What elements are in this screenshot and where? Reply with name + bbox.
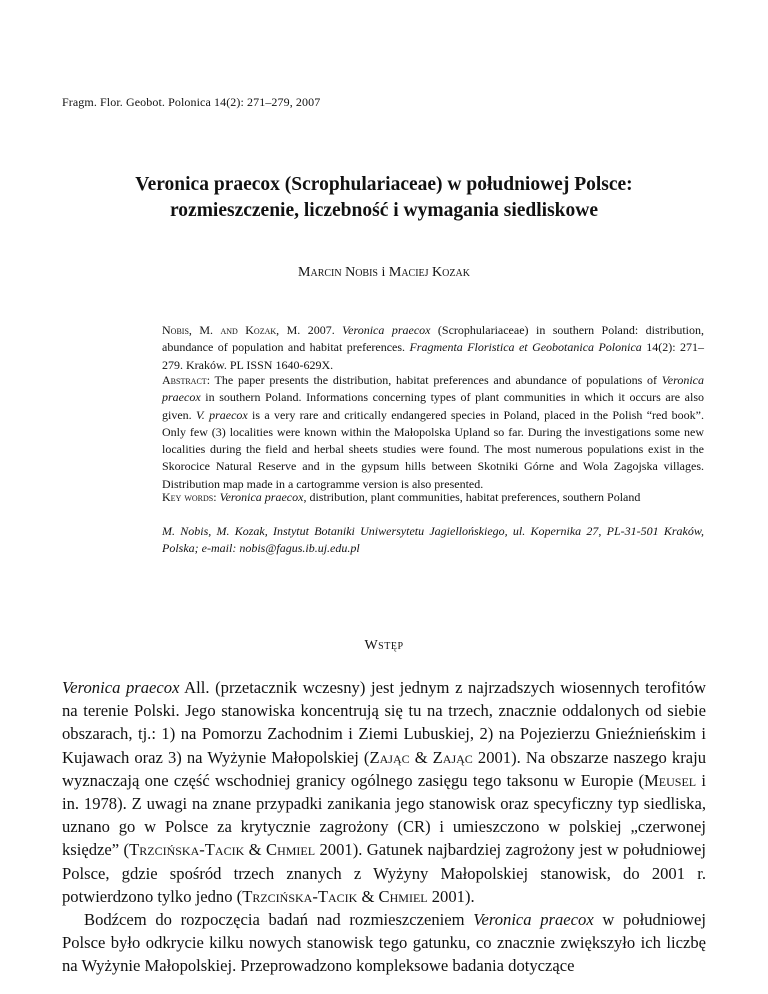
p1-cite-2: Meusel <box>644 770 697 790</box>
p1-cite-3: Trzcińska-Tacik & Chmiel <box>129 840 316 860</box>
title-line-2: rozmieszczenie, liczebność i wymagania siedliskowe <box>169 200 599 221</box>
title-line-1: Veronica praecox (Scrophulariaceae) w południowej Polsce: <box>135 174 633 195</box>
p2-text-2: w południowej Polsce było odkrycie kilku nowych stanowisk tego gatunku, co znacznie zwiększyło ich liczbę na Wyżynie Małopolskiej. Przeprowadzono kompleksowe badania dotyczące <box>62 910 706 976</box>
citation-journal: Fragmenta Floristica et Geobotanica Polonica <box>409 340 642 355</box>
p1-cite-4: Trzcińska-Tacik & Chmiel <box>242 886 428 906</box>
p1-text-4: 2001). Gatunek najbardziej zagrożony jest w południowej Polsce, gdzie spośród trzech znanych z Wyżyny Małopolskiej stanowisk, do 2001 r. potwierdzono tylko jedno ( <box>62 840 707 906</box>
keywords-list: , distribution, plant communities, habitat preferences, southern Poland <box>303 490 641 504</box>
author-2: Maciej Kozak <box>388 265 470 280</box>
abstract-text-2: in southern Poland. Informations concerning types of plant communities in which it occurs are also given. <box>162 390 704 422</box>
citation-authors: Nobis, M. and Kozak, M. 2007. <box>162 323 343 337</box>
p2-text-1: Bodźcem do rozpoczęcia badań nad rozmieszczeniem <box>84 910 474 930</box>
email-link[interactable]: nobis@fagus.ib.uj.edu.pl <box>239 541 360 556</box>
address-text: M. Nobis, M. Kozak, Instytut Botaniki Uniwersytetu Jagiellońskiego, ul. Kopernika 27, PL-31-501 Kraków, Polska; e-mail: <box>162 524 704 556</box>
p2-species: Veronica praecox <box>473 910 594 930</box>
abstract-block <box>162 372 704 493</box>
author-1: Marcin Nobis <box>298 265 378 280</box>
p1-text-1: All. (przetacznik wczesny) jest jednym z najrzadszych wiosennych terofitów na terenie Polski. Jego stanowiska koncentrują się tu na trzech, znacznie oddalonych od siebie obszarach, tj.: 1) na Pomorzu Zachodnim i Ziemi Lubuskiej, 2) na Pojezierzu Gnieźnieńskim i Kujawach oraz 3) na Wyżynie Małopolskiej ( <box>62 678 706 767</box>
citation-species: Veronica praecox <box>342 323 431 337</box>
body-text <box>62 676 706 978</box>
author-conjunction: i <box>378 265 389 280</box>
keywords-species: Veronica praecox <box>219 490 304 504</box>
keywords-label: Key words <box>162 490 214 504</box>
keywords-block: Key words: Veronica praecox, distribution, plant communities, habitat preferences, southern Poland <box>162 490 641 504</box>
p1-text-3: i in. 1978). Z uwagi na znane przypadki zanikania jego stanowisk oraz specyficzny typ siedliska, uznano go w Polsce za krytycznie zagrożony (CR) i umieszczono w polskiej „czerwonej księdze” ( <box>62 770 706 860</box>
author-line <box>60 265 708 281</box>
abstract-text-1: : The paper presents the distribution, habitat preferences and abundance of populations of <box>206 373 662 387</box>
journal-reference: Fragm. Flor. Geobot. Polonica 14(2): 271–279, 2007 <box>62 95 321 109</box>
abstract-text-3: is a very rare and critically endangered species in Poland, placed in the Polish “red book”. Only few (3) localities were known within the Małopolska Upland so far. During the investigations some new localities during the field and herbal sheets studies were found. The most numerous populations exist in the Skorocice Natural Reserve and in the gypsum hills between Skotniki Górne and Wola Zagojska villages. Distribution map made in a cartogramme version is also presented. <box>162 407 704 491</box>
p1-text-2: 2001). Na obszarze naszego kraju wyznaczają one część wschodniej granicy ogólnego zasięgu tego taksonu w Europie ( <box>62 747 707 790</box>
abstract-species-1: Veronica praecox <box>162 373 704 405</box>
section-heading: Wstęp <box>364 638 404 653</box>
article-title <box>60 172 708 224</box>
paragraph-2 <box>62 908 706 978</box>
p1-text-5: 2001). <box>427 886 475 906</box>
citation-tail: 14(2): 271–279. Kraków. PL ISSN 1640-629X. <box>162 340 704 372</box>
p1-cite-1: Zając & Zając <box>369 747 473 767</box>
abstract-species-2: V. praecox <box>195 407 248 422</box>
author-address <box>162 523 704 558</box>
abstract-label: Abstract <box>162 373 207 387</box>
paragraph-1 <box>62 676 706 908</box>
citation-block <box>162 322 704 374</box>
citation-title: (Scrophulariaceae) in southern Poland: distribution, abundance of population and habitat preferences. <box>162 323 704 355</box>
p1-species: Veronica praecox <box>62 678 180 697</box>
